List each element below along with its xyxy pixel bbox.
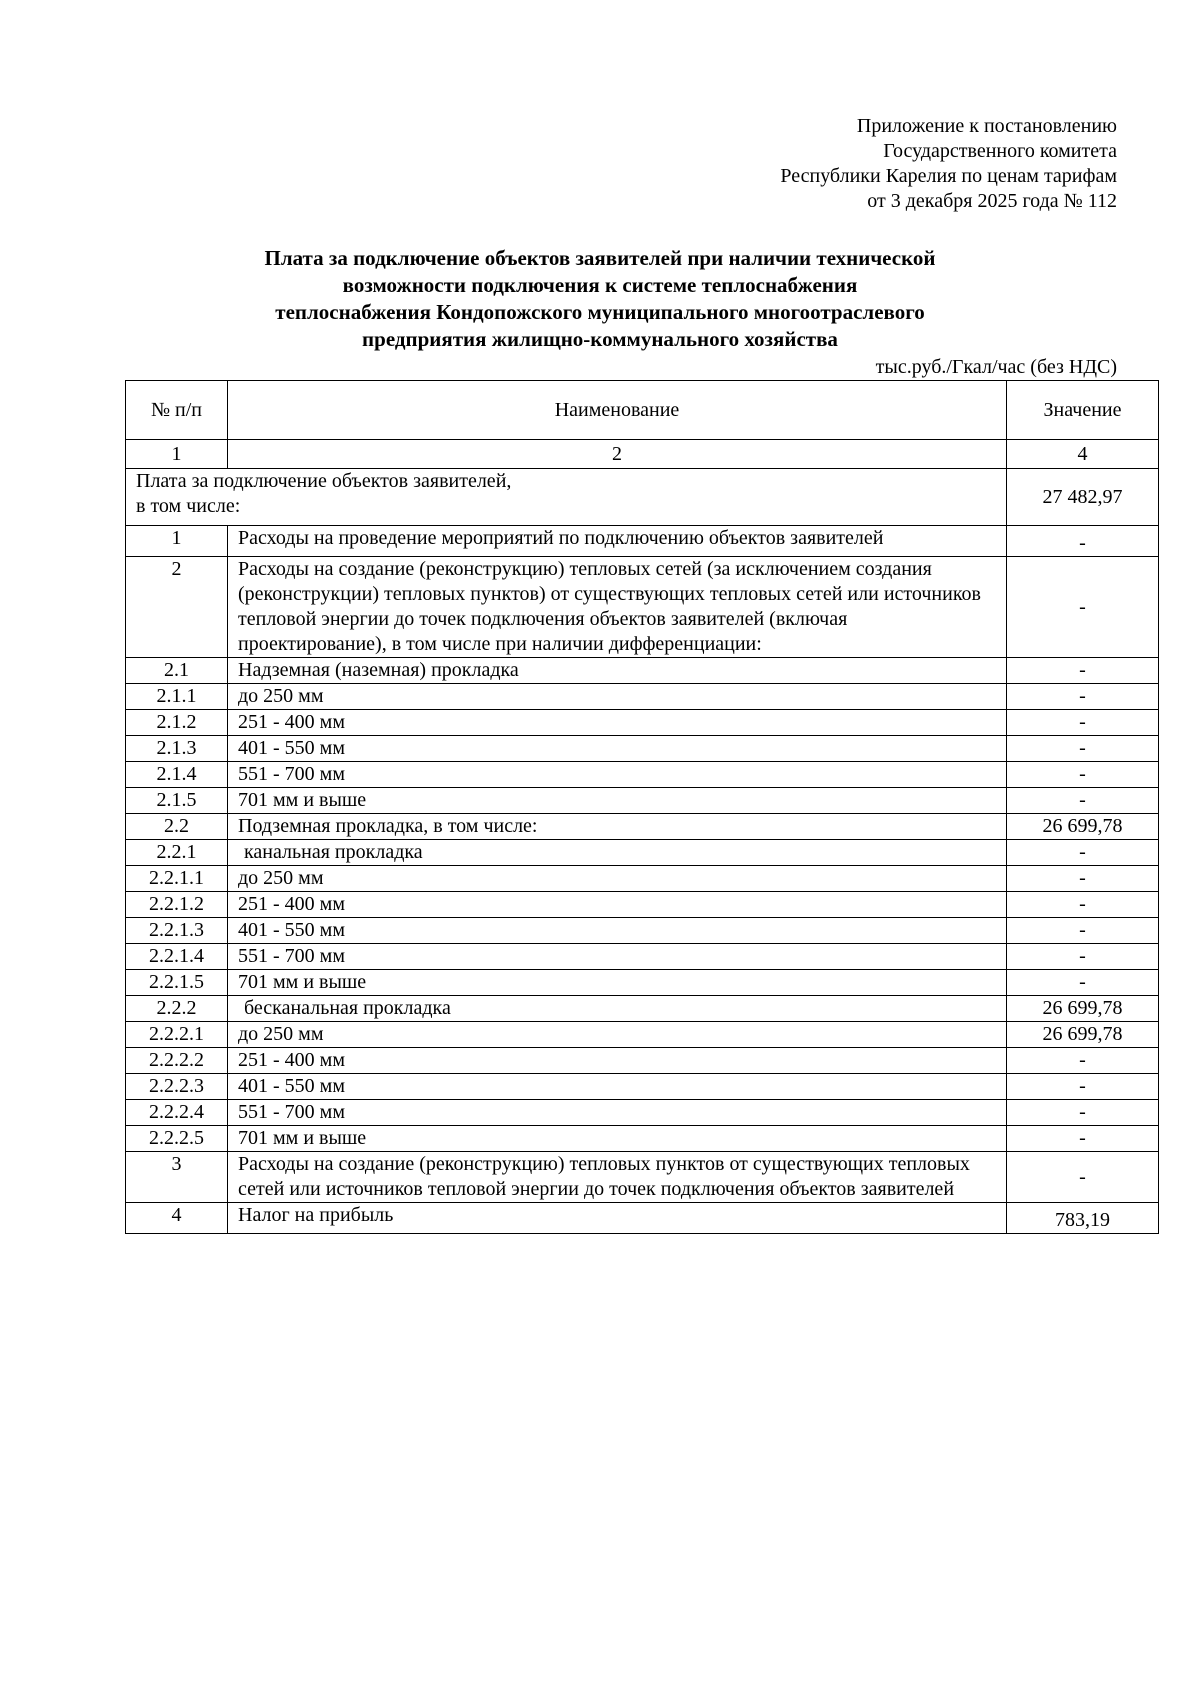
row-name: Надземная (наземная) прокладка <box>228 658 1007 684</box>
index-name: 2 <box>228 440 1007 469</box>
row-name: 251 - 400 мм <box>228 892 1007 918</box>
row-name: 551 - 700 мм <box>228 944 1007 970</box>
row-value: - <box>1007 762 1159 788</box>
row-num: 2.2 <box>126 814 228 840</box>
row-num: 2.2.2.5 <box>126 1126 228 1152</box>
row-num: 2.2.1.4 <box>126 944 228 970</box>
table-row <box>126 814 1159 840</box>
row-value: 26 699,78 <box>1007 1022 1159 1048</box>
row-value: - <box>1007 866 1159 892</box>
table-row <box>126 762 1159 788</box>
row-num: 2.1.5 <box>126 788 228 814</box>
row-name: 401 - 550 мм <box>228 918 1007 944</box>
row-name: Подземная прокладка, в том числе: <box>228 814 1007 840</box>
row-num: 2.1.4 <box>126 762 228 788</box>
table-row <box>126 866 1159 892</box>
units-label: тыс.руб./Гкал/час (без НДС) <box>875 356 1117 378</box>
row-value: 26 699,78 <box>1007 814 1159 840</box>
table-row <box>126 788 1159 814</box>
row-value: - <box>1007 1048 1159 1074</box>
title-line-3: теплоснабжения Кондопожского муниципального многоотраслевого <box>275 300 925 324</box>
table-row <box>126 658 1159 684</box>
row-num: 2.2.2.4 <box>126 1100 228 1126</box>
document-title <box>160 245 1040 353</box>
table-header-row <box>126 381 1159 440</box>
row-num: 2.2.2.3 <box>126 1074 228 1100</box>
appendix-line-4: от 3 декабря 2025 года № 112 <box>867 190 1117 212</box>
row-num: 2 <box>126 557 228 658</box>
table-row <box>126 1126 1159 1152</box>
row-num: 2.2.2.1 <box>126 1022 228 1048</box>
table-row <box>126 970 1159 996</box>
row-name: 401 - 550 мм <box>228 1074 1007 1100</box>
total-name <box>126 469 1007 526</box>
total-value: 27 482,97 <box>1007 469 1159 526</box>
table-row <box>126 1100 1159 1126</box>
table-row <box>126 736 1159 762</box>
row-name: 701 мм и выше <box>228 788 1007 814</box>
row-name: 251 - 400 мм <box>228 1048 1007 1074</box>
row-name: 551 - 700 мм <box>228 762 1007 788</box>
row-value: - <box>1007 1100 1159 1126</box>
row-value: - <box>1007 944 1159 970</box>
table-row <box>126 1203 1159 1234</box>
row-num: 2.1.3 <box>126 736 228 762</box>
row-name: канальная прокладка <box>228 840 1007 866</box>
row-num: 2.2.2.2 <box>126 1048 228 1074</box>
row-name: бесканальная прокладка <box>228 996 1007 1022</box>
fee-table <box>125 380 1159 1234</box>
row-value: - <box>1007 970 1159 996</box>
row-num: 2.1 <box>126 658 228 684</box>
row-name: Расходы на проведение мероприятий по подключению объектов заявителей <box>228 526 1007 557</box>
row-value: - <box>1007 1126 1159 1152</box>
title-line-2: возможности подключения к системе теплоснабжения <box>342 273 858 297</box>
row-value: - <box>1007 658 1159 684</box>
row-name: 701 мм и выше <box>228 970 1007 996</box>
table-row <box>126 840 1159 866</box>
table-row <box>126 944 1159 970</box>
row-name: Расходы на создание (реконструкцию) тепловых сетей (за исключением создания (реконструкции) тепловых пунктов) от существующих тепловых сетей или источников тепловой энергии до точек подключения объектов заявителей (включая проектирование), в том числе при наличии дифференциации: <box>228 557 1007 658</box>
appendix-line-3: Республики Карелия по ценам тарифам <box>780 165 1117 187</box>
row-num: 4 <box>126 1203 228 1234</box>
table-row <box>126 710 1159 736</box>
row-value: 26 699,78 <box>1007 996 1159 1022</box>
row-num: 1 <box>126 526 228 557</box>
row-name: до 250 мм <box>228 866 1007 892</box>
row-num: 2.1.2 <box>126 710 228 736</box>
appendix-line-2: Государственного комитета <box>883 140 1117 162</box>
table-row <box>126 1152 1159 1203</box>
table-row <box>126 526 1159 557</box>
row-value: 783,19 <box>1007 1203 1159 1234</box>
row-value: - <box>1007 840 1159 866</box>
title-line-1: Плата за подключение объектов заявителей при наличии технической <box>264 246 936 270</box>
row-num: 2.2.1 <box>126 840 228 866</box>
row-value: - <box>1007 736 1159 762</box>
row-name: до 250 мм <box>228 1022 1007 1048</box>
row-name: 551 - 700 мм <box>228 1100 1007 1126</box>
table-row <box>126 996 1159 1022</box>
header-value: Значение <box>1007 381 1159 440</box>
table-row <box>126 918 1159 944</box>
row-num: 3 <box>126 1152 228 1203</box>
total-name-line-1: Плата за подключение объектов заявителей, <box>136 470 512 492</box>
row-name: 701 мм и выше <box>228 1126 1007 1152</box>
row-num: 2.2.1.2 <box>126 892 228 918</box>
appendix-header <box>780 114 1117 214</box>
row-num: 2.2.1.1 <box>126 866 228 892</box>
row-num: 2.2.2 <box>126 996 228 1022</box>
index-num: 1 <box>126 440 228 469</box>
table-index-row <box>126 440 1159 469</box>
row-num: 2.2.1.3 <box>126 918 228 944</box>
table-row <box>126 557 1159 658</box>
row-value: - <box>1007 557 1159 658</box>
row-value: - <box>1007 710 1159 736</box>
table-row <box>126 684 1159 710</box>
total-row <box>126 469 1159 526</box>
row-name: 251 - 400 мм <box>228 710 1007 736</box>
header-name: Наименование <box>228 381 1007 440</box>
row-value: - <box>1007 918 1159 944</box>
table-row <box>126 1022 1159 1048</box>
appendix-line-1: Приложение к постановлению <box>856 115 1117 137</box>
row-value: - <box>1007 684 1159 710</box>
row-name: Налог на прибыль <box>228 1203 1007 1234</box>
row-name: 401 - 550 мм <box>228 736 1007 762</box>
title-line-4: предприятия жилищно-коммунального хозяйства <box>362 327 838 351</box>
row-value: - <box>1007 1074 1159 1100</box>
row-value: - <box>1007 788 1159 814</box>
table-row <box>126 1048 1159 1074</box>
total-name-line-2: в том числе: <box>136 495 241 517</box>
row-num: 2.1.1 <box>126 684 228 710</box>
row-value: - <box>1007 892 1159 918</box>
row-name: до 250 мм <box>228 684 1007 710</box>
index-value: 4 <box>1007 440 1159 469</box>
row-name: Расходы на создание (реконструкцию) тепловых пунктов от существующих тепловых сетей или источников тепловой энергии до точек подключения объектов заявителей <box>228 1152 1007 1203</box>
row-value: - <box>1007 1152 1159 1203</box>
row-num: 2.2.1.5 <box>126 970 228 996</box>
header-num: № п/п <box>126 381 228 440</box>
table-row <box>126 1074 1159 1100</box>
row-value: - <box>1007 526 1159 557</box>
table-row <box>126 892 1159 918</box>
